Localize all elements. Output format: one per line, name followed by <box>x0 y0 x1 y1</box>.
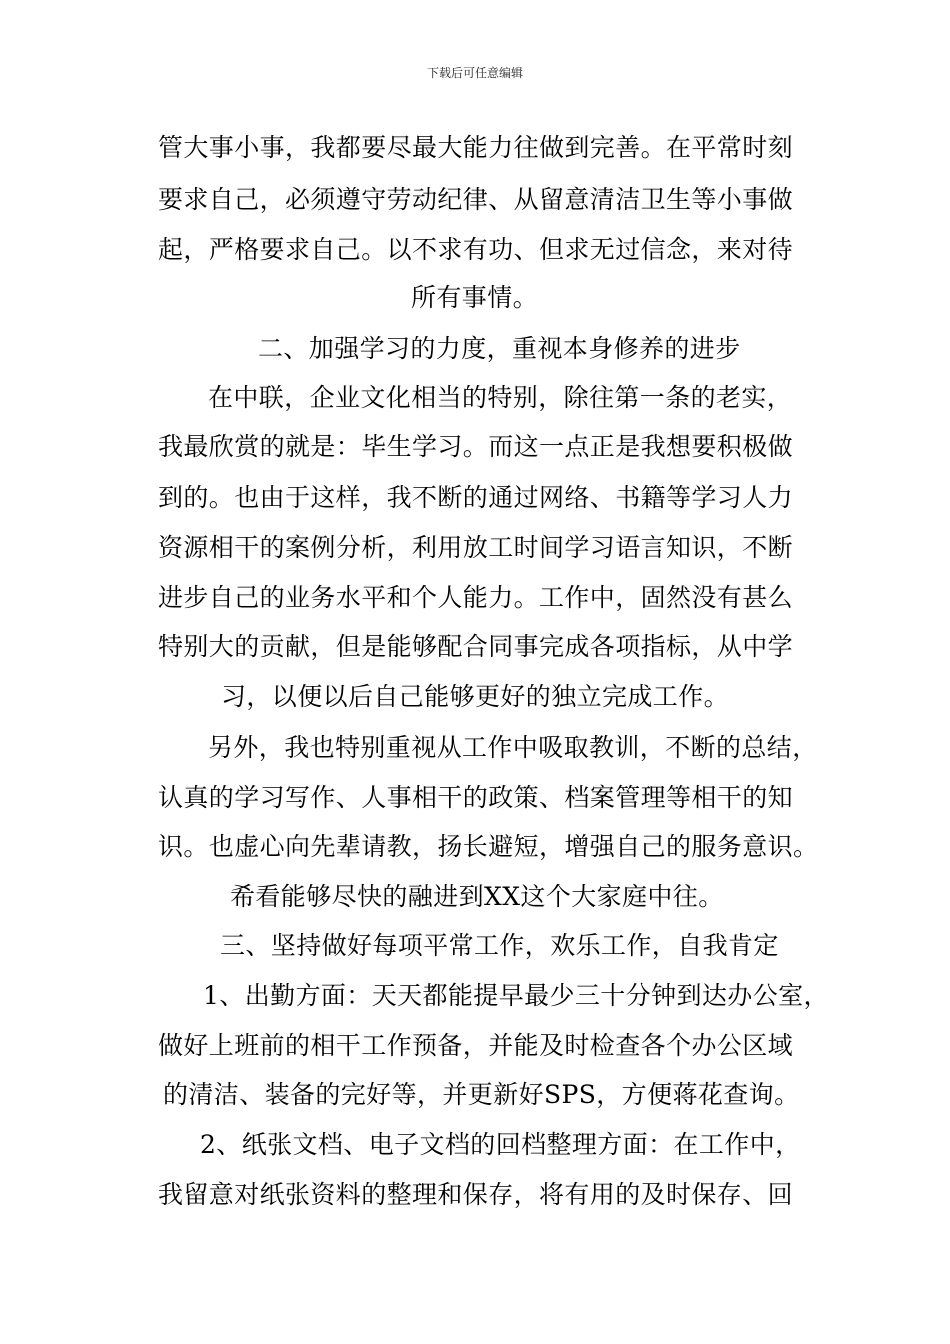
text-line: 到的。也由于这样，我不断的通过网络、书籍等学习人力 <box>158 483 794 512</box>
text-line: 认真的学习写作、人事相干的政策、档案管理等相干的知 <box>158 783 794 812</box>
section-heading: 二、加强学习的力度，重视本身修养的进步 <box>258 334 741 363</box>
text-line: 起，严格要求自己。以不求有功、但求无过信念，来对待 <box>158 235 794 264</box>
text-line: 的清洁、装备的完好等，并更新好SPS，方便蒋花查询。 <box>163 1080 800 1109</box>
text-line: 做好上班前的相干工作预备，并能及时检查各个办公区域 <box>158 1031 794 1060</box>
text-line: 我留意对纸张资料的整理和保存，将有用的及时保存、回 <box>158 1180 794 1209</box>
text-line: 另外，我也特别重视从工作中吸取教训，不断的总结， <box>208 733 818 762</box>
text-line: 识。也虚心向先辈请教，扬长避短，增强自己的服务意识。 <box>158 832 819 861</box>
text-line: 要求自己，必须遵守劳动纪律、从留意清洁卫生等小事做 <box>158 185 794 214</box>
text-line: 1、出勤方面：天天都能提早最少三十分钟到达办公室， <box>203 981 829 1010</box>
text-line: 管大事小事，我都要尽最大能力往做到完善。在平常时刻 <box>158 133 794 162</box>
page-header: 下载后可任意编辑 <box>426 66 523 80</box>
text-line: 希看能够尽快的融进到XX这个大家庭中往。 <box>230 882 724 911</box>
text-line: 进步自己的业务水平和个人能力。工作中，固然没有甚么 <box>158 583 794 612</box>
text-line: 资源相干的案例分析，利用放工时间学习语言知识，不断 <box>158 533 794 562</box>
text-line: 在中联，企业文化相当的特别，除往第一条的老实， <box>208 383 793 412</box>
text-line: 我最欣赏的就是：毕生学习。而这一点正是我想要积极做 <box>158 432 794 461</box>
text-line: 习，以便以后自己能够更好的独立完成工作。 <box>221 682 730 711</box>
text-line: 所有事情。 <box>411 283 539 312</box>
text-line: 特别大的贡献，但是能够配合同事完成各项指标，从中学 <box>158 632 794 661</box>
text-line: 2、纸张文档、电子文档的回档整理方面：在工作中， <box>200 1130 801 1159</box>
section-heading: 三、坚持做好每项平常工作，欢乐工作，自我肯定 <box>220 931 779 960</box>
